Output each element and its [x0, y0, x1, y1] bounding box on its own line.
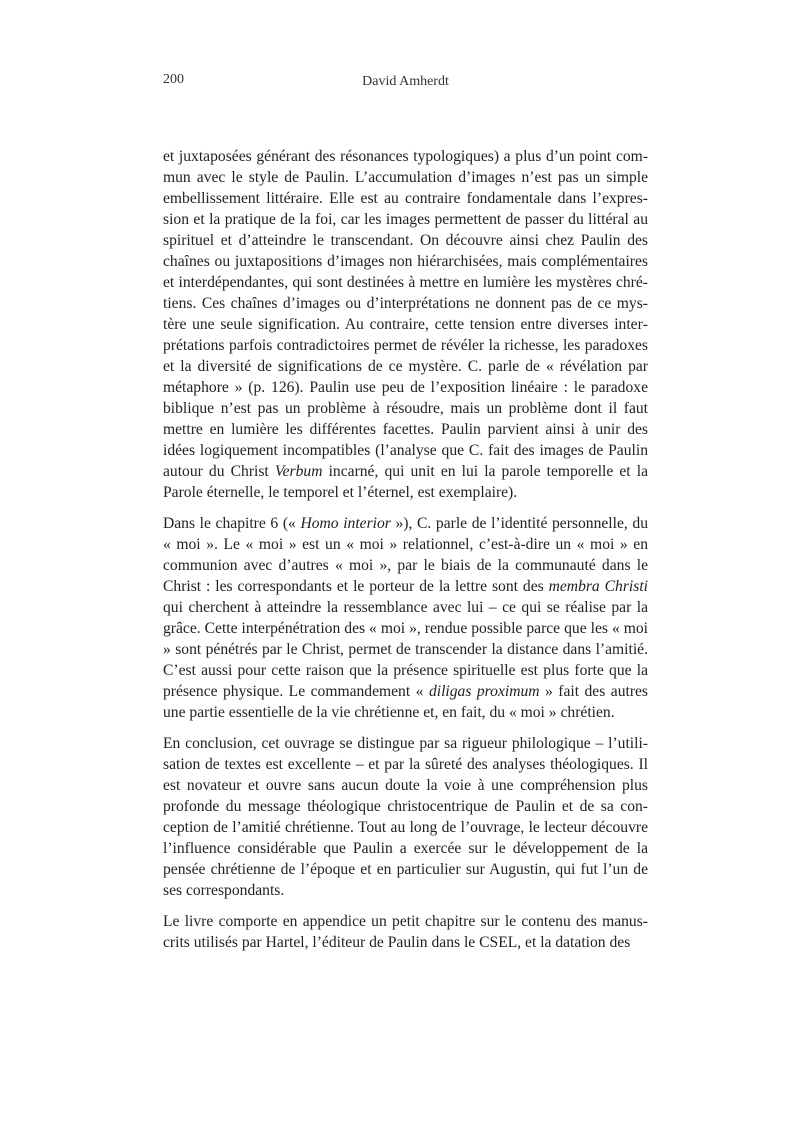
running-head-author: David Amherdt — [362, 74, 449, 89]
page-number: 200 — [163, 72, 184, 87]
italic-term-membra-christi: membra Christi — [548, 578, 648, 595]
text-segment: En conclusion, cet ouvrage se distingue par sa rigueur philologique – l’utilisation de textes est excellente – et par la sûreté des analyses théologiques. Il est novateur et ouvre sans aucun doute la voie à une compréhension plus profonde du message théologique christocentrique de Paulin et de sa conception de l’amitié chrétienne. Tout au long de l’ouvrage, le lecteur découvre l’influence considérable que Paulin a exercée sur le développement de la pensée chrétienne de l’époque et en particulier sur Augustin, qui fut l’un de ses correspondants. — [163, 735, 648, 899]
page-header — [163, 72, 648, 92]
text-segment: Le livre comporte en appendice un petit chapitre sur le contenu des manuscrits utilisés par Hartel, l’éditeur de Paulin dans le CSEL, et la datation des — [163, 913, 648, 951]
paragraph-3 — [163, 733, 648, 901]
italic-term-verbum: Verbum — [274, 463, 323, 480]
italic-term-diligas-proximum: diligas proximum — [428, 683, 540, 700]
text-segment: et juxtaposées générant des résonances typologiques) a plus d’un point commun avec le style de Paulin. L’accumulation d’images n’est pas un simple embellissement littéraire. Elle est au contraire fondamentale dans l’expression et la pratique de la foi, car les images permettent de passer du littéral au spirituel et d’atteindre le transcendant. On découvre ainsi chez Paulin des chaînes ou juxtapositions d’images non hiérarchisées, mais complémentaires et interdépendantes, qui sont destinées à mettre en lumière les mystères chrétiens. Ces chaînes d’images ou d’interprétations ne donnent pas de ce mystère une seule signification. Au contraire, cette tension entre diverses interprétations parfois contradictoires permet de révéler la richesse, les paradoxes et la diversité de significations de ce mystère. C. parle de « révélation par métaphore » (p. 126). Paulin use peu de l’exposition linéaire : le paradoxe biblique n’est pas un problème à résoudre, mais un problème dont il faut mettre en lumière les différentes facettes. Paulin parvient ainsi à unir des idées logiquement incompatibles (l’analyse que C. fait des images de Paulin autour du Christ — [163, 148, 648, 480]
paragraph-1 — [163, 146, 648, 503]
text-segment: incarné, qui unit en lui la parole temporelle et la Parole éternelle, le temporel et l’éternel, est exemplaire). — [163, 463, 648, 501]
paragraph-4 — [163, 911, 648, 953]
body-text — [163, 146, 648, 953]
paragraph-2 — [163, 513, 648, 723]
italic-term-homo-interior: Homo interior — [300, 515, 391, 532]
text-segment: » fait des autres une partie essentielle de la vie chrétienne et, en fait, du « moi » chrétien. — [163, 683, 649, 721]
text-segment: qui cherchent à atteindre la ressemblance avec lui – ce qui se réalise par la grâce. Cette interpénétration des « moi », rendue possible parce que les « moi » sont pénétrés par le Christ, permet de transcender la distance dans l’amitié. C’est aussi pour cette raison que la présence spirituelle est plus forte que la présence physique. Le commandement « — [163, 599, 648, 700]
text-segment: »), C. parle de l’identité personnelle, du « moi ». Le « moi » est un « moi » relationnel, c’est-à-dire un « moi » en communion avec d’autres « moi », par le biais de la communauté dans le Christ : les correspondants et le porteur de la lettre sont des — [163, 515, 648, 595]
text-segment: Dans le chapitre 6 (« — [163, 515, 301, 532]
